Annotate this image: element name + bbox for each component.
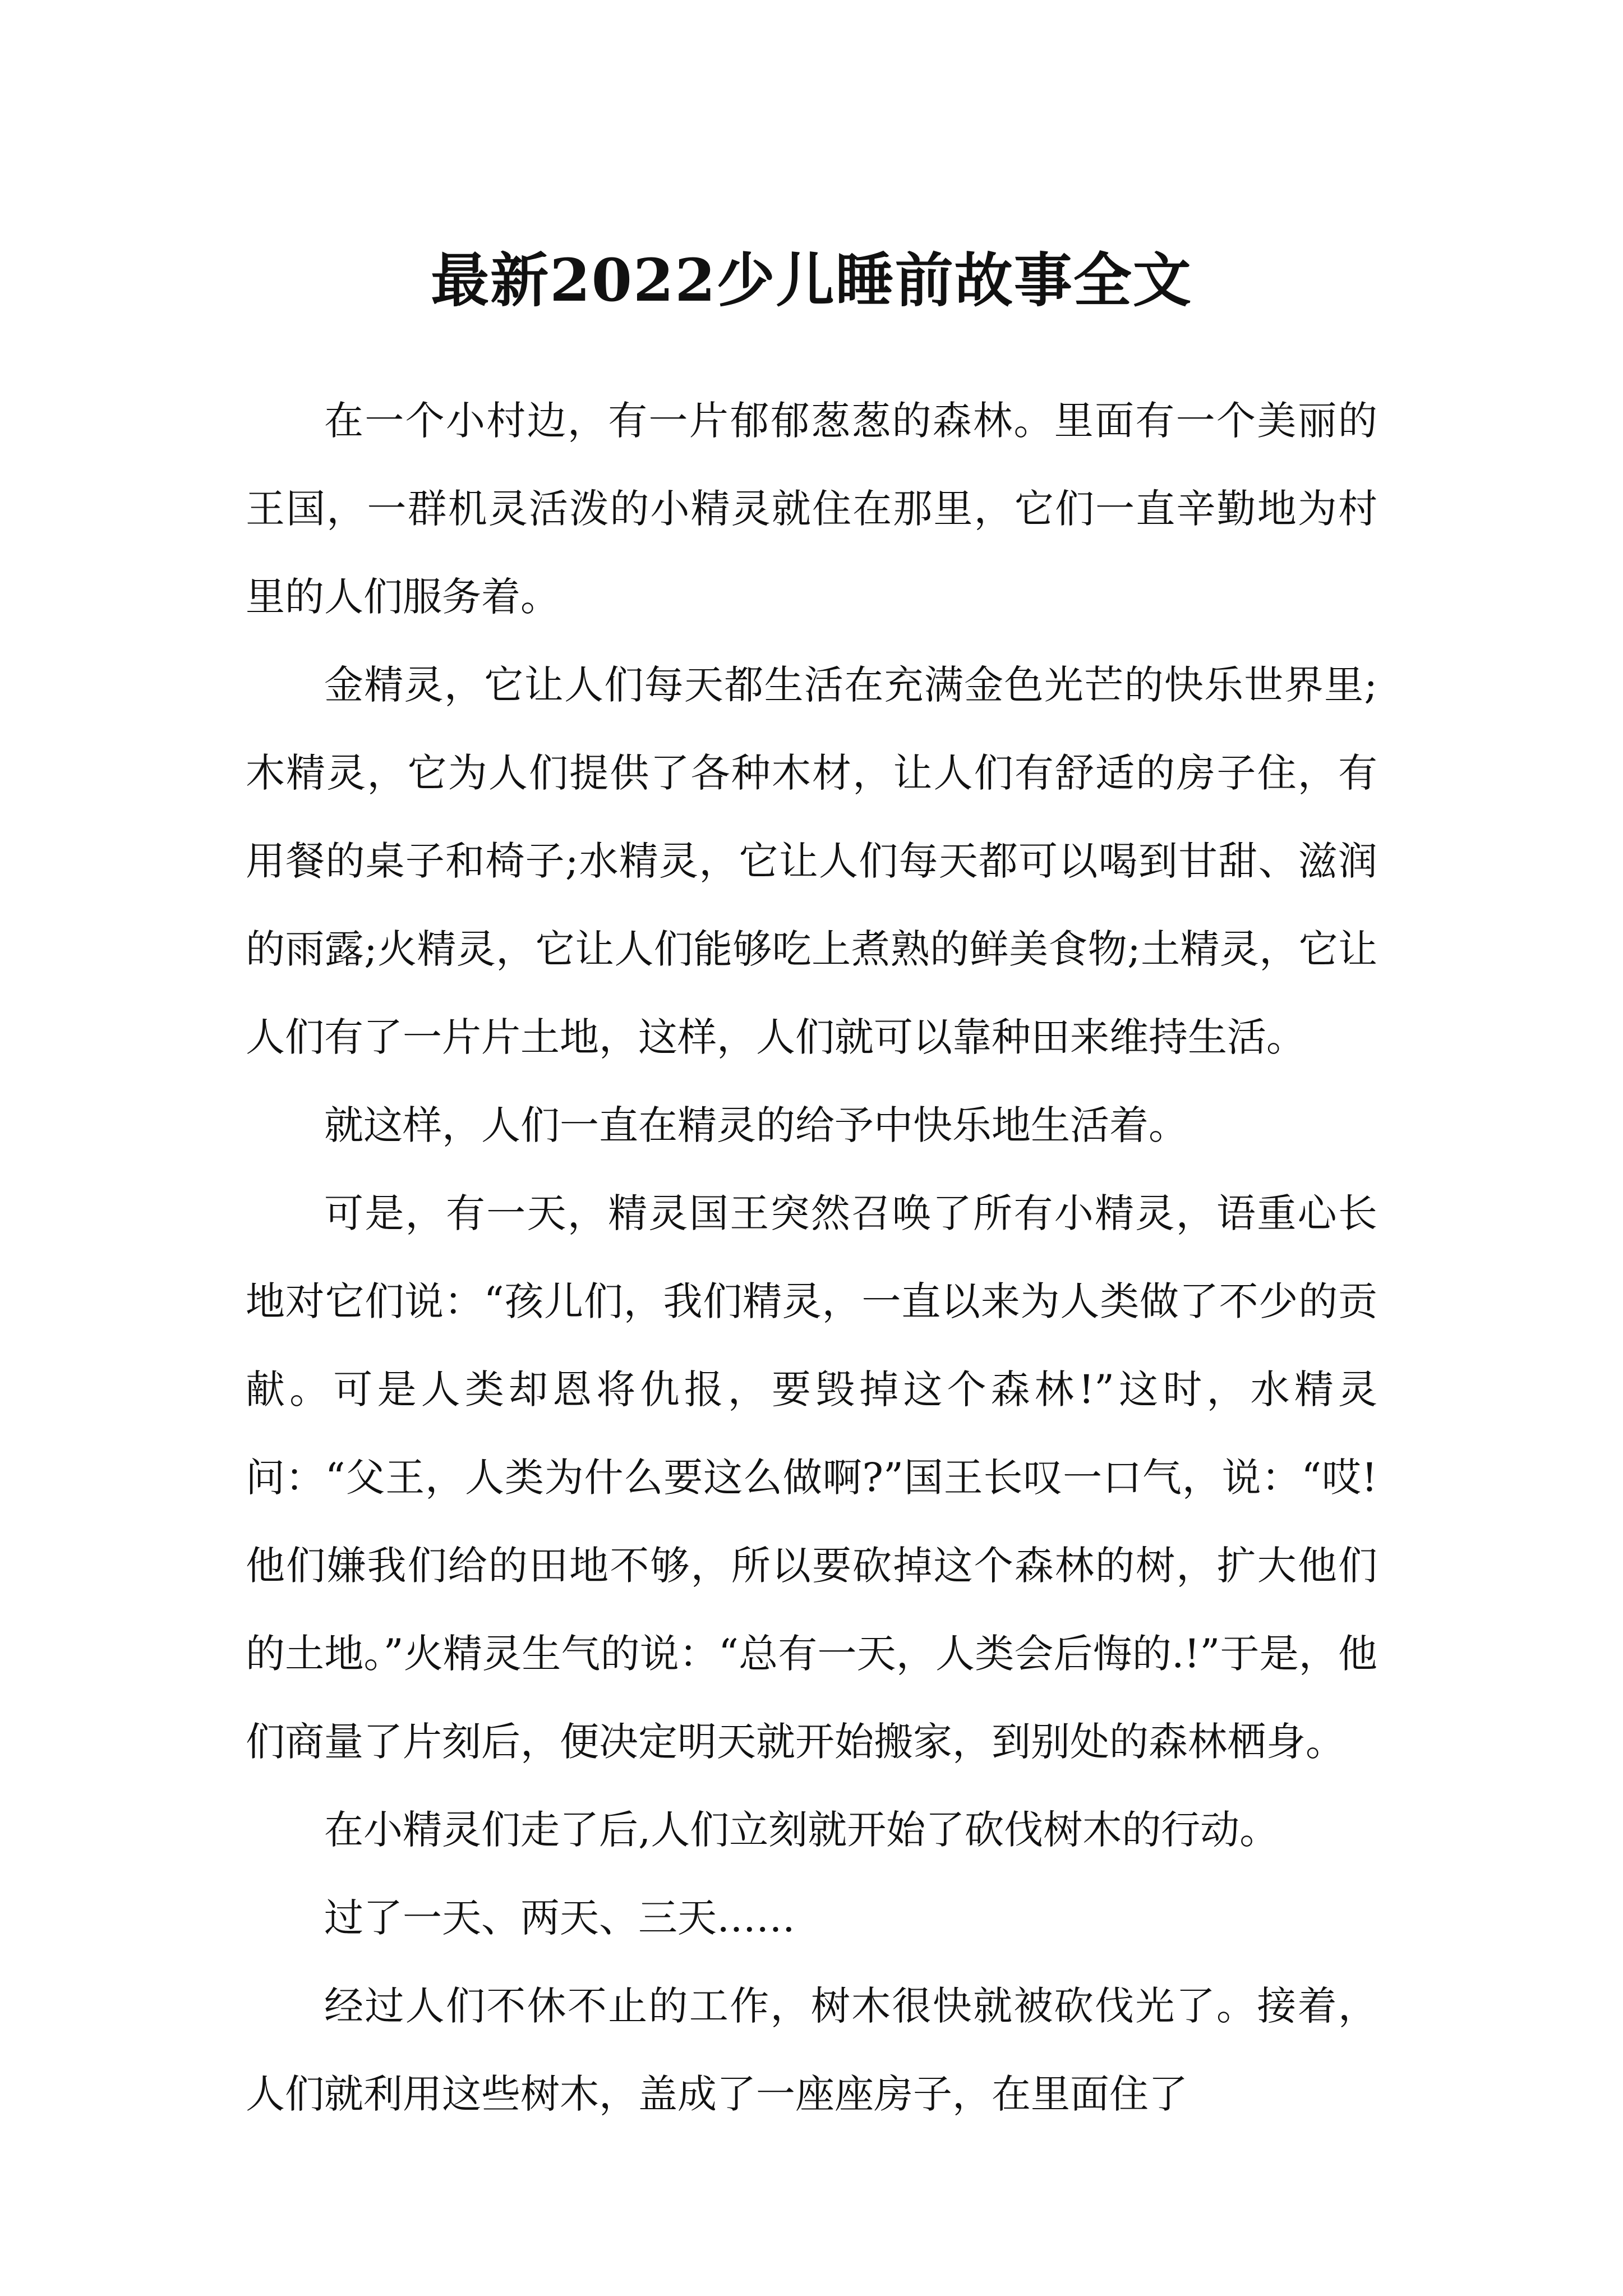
paragraph: 金精灵，它让人们每天都生活在充满金色光芒的快乐世界里;木精灵，它为人们提供了各种木材，让人们有舒适的房子住，有用餐的桌子和椅子;水精灵，它让人们每天都可以喝到甘甜、滋润的雨露;火精灵，它让人们能够吃上煮熟的鲜美食物;土精灵，它让人们有了一片片土地，这样，人们就可以靠种田来维持生活。 <box>246 662 1377 1060</box>
paragraph: 在一个小村边，有一片郁郁葱葱的森林。里面有一个美丽的王国，一群机灵活泼的小精灵就住在那里，它们一直辛勤地为村里的人们服务着。 <box>246 398 1377 620</box>
paragraph: 经过人们不休不止的工作，树木很快就被砍伐光了。接着，人们就利用这些树木，盖成了一座座房子，在里面住了 <box>246 1983 1377 2117</box>
paragraph: 就这样，人们一直在精灵的给予中快乐地生活着。 <box>324 1102 1188 1148</box>
document-body <box>246 377 1377 2138</box>
document-title: 最新2022少儿睡前故事全文 <box>431 245 1192 315</box>
paragraph: 过了一天、两天、三天…… <box>324 1895 795 1941</box>
paragraph: 可是，有一天，精灵国王突然召唤了所有小精灵，语重心长地对它们说：“孩儿们，我们精灵，一直以来为人类做了不少的贡献。可是人类却恩将仇报，要毁掉这个森林!”这时，水精灵问：“父王，人类为什么要这么做啊?”国王长叹一口气，说：“哎!他们嫌我们给的田地不够，所以要砍掉这个森林的树，扩大他们的土地。”火精灵生气的说：“总有一天，人类会后悔的.!”于是，他们商量了片刻后，便决定明天就开始搬家，到别处的森林栖身。 <box>246 1190 1377 1765</box>
paragraph: 在小精灵们走了后,人们立刻就开始了砍伐树木的行动。 <box>324 1807 1279 1853</box>
